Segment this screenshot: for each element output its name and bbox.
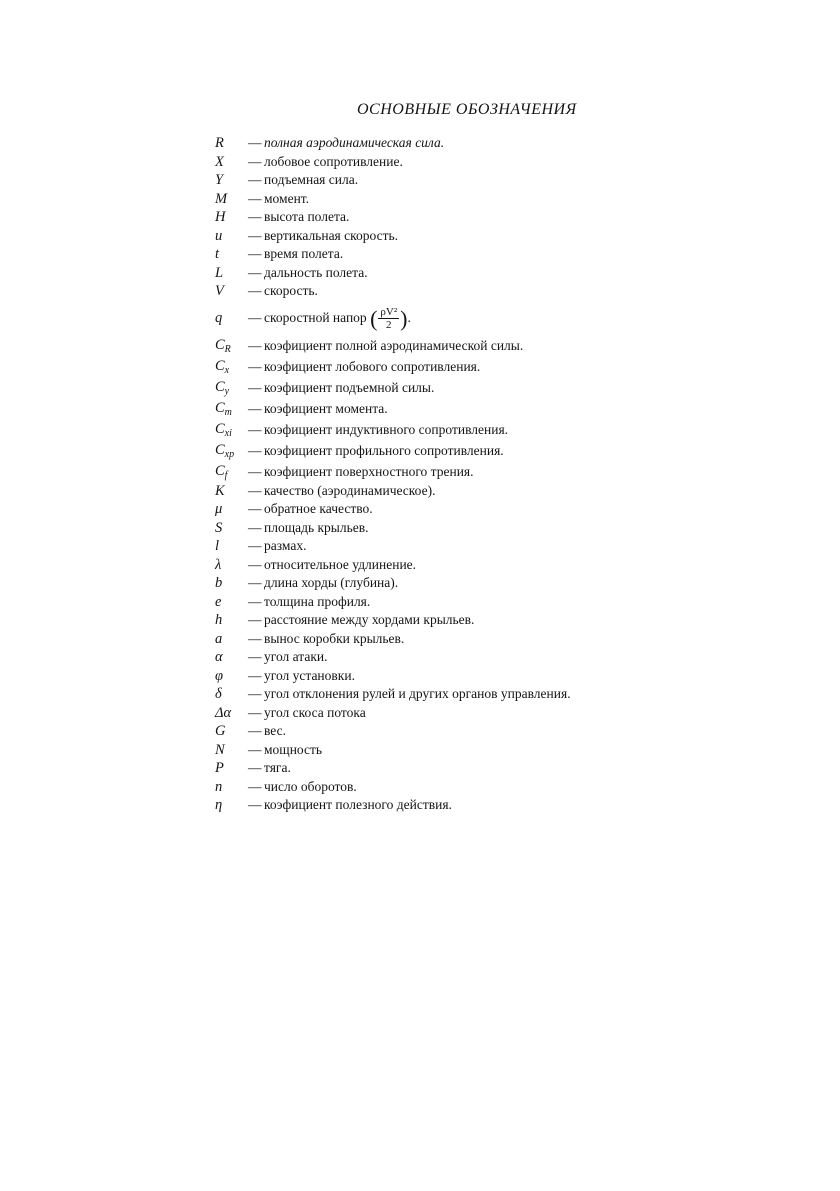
notation-symbol: N [215,741,225,758]
notation-dash: — [248,556,262,572]
notation-dash: — [248,575,262,590]
notation-description: относительное удлинение. [264,556,417,572]
notation-row [212,685,732,704]
notation-dash: — [248,172,262,187]
formula-denominator: 2 [386,318,392,331]
notation-row [212,398,732,419]
notation-description: коэфициент полной аэродинамической силы. [264,337,524,353]
notation-dash: — [248,630,262,646]
notation-dash: — [248,379,262,395]
notation-row [212,648,732,667]
notation-description: угол отклонения рулей и других органов управления. [264,686,571,701]
notation-symbol: Δα [215,704,232,721]
notation-symbol: K [215,482,225,499]
notation-symbol: q [215,309,223,326]
notation-description: коэфициент индуктивного сопротивления. [264,421,509,437]
notation-symbol: e [215,593,222,610]
notation-row [212,134,732,153]
notation-row [212,630,732,649]
notation-description: подъемная сила. [264,172,359,187]
notation-symbol: R [215,135,224,151]
notation-row [212,419,732,440]
formula-paren-close: ) [400,305,408,331]
notation-dash: — [248,421,262,437]
notation-symbol: G [215,723,226,739]
notation-symbol: $C_m$ [215,399,232,418]
notation-dash: — [248,723,262,738]
notation-description: коэфициент полезного действия. [264,797,452,812]
notation-row [212,461,732,482]
notation-symbol: P [215,760,224,776]
notation-row [212,722,732,741]
notation-description: время полета. [264,246,344,261]
notation-description: тяга. [264,760,291,775]
notation-row [212,500,732,519]
notation-dash: — [248,442,262,458]
notation-description: коэфициент лобового сопротивления. [264,358,481,374]
notation-row [212,282,732,301]
notation-symbol: n [215,778,223,795]
notation-row [212,171,732,190]
notation-dash: — [248,358,262,374]
notation-description: угол скоса потока [264,704,366,720]
notation-dash: — [248,797,262,812]
notation-symbol: a [215,630,223,647]
notation-symbol: t [215,246,220,262]
page-title: ОСНОВНЫЕ ОБОЗНАЧЕНИЯ [357,101,577,118]
notation-description: угол установки. [264,667,355,683]
notation-description: высота полета. [264,209,350,224]
notation-description: коэфициент поверхностного трения. [264,463,474,479]
notation-dash: — [248,190,262,206]
notation-dash: — [248,209,262,224]
notation-description: расстояние между хордами крыльев. [264,612,475,627]
notation-symbol: $C_{xp}$ [215,441,235,460]
notation-dash: — [248,538,262,553]
formula-numerator: ρV² [380,305,398,318]
notation-symbol: φ [215,667,224,684]
notation-description: полная аэродинамическая сила. [264,135,445,150]
notation-description: коэфициент подъемной силы. [264,379,435,395]
notation-description: скорость. [264,283,318,298]
notation-symbol: V [215,283,224,299]
notation-row [212,778,732,797]
notation-dash: — [248,482,262,498]
notation-description: момент. [264,190,310,206]
notation-description: вес. [264,723,286,738]
notation-description: вертикальная скорость. [264,227,399,243]
notation-dash: — [248,264,262,280]
notation-row [212,227,732,246]
notation-symbol: $C_x$ [215,357,230,376]
notation-symbol: λ [215,556,222,573]
notation-dash: — [248,246,262,261]
notation-dash: — [248,400,262,416]
notation-symbol: L [215,264,224,281]
notation-row [212,264,732,283]
notation-description: число оборотов. [264,778,357,794]
notation-dash: — [248,153,262,169]
notation-row [212,301,732,335]
notation-row [212,556,732,575]
notation-dash: — [248,741,262,757]
notation-description: угол атаки. [264,649,328,664]
notation-row [212,335,732,356]
notation-description: толщина профиля. [264,593,371,609]
notation-dash: — [248,649,262,664]
notation-dash: — [248,309,262,325]
notation-row [212,667,732,686]
notation-dash: — [248,135,262,150]
notation-symbol: S [215,519,223,536]
notation-dash: — [248,593,262,609]
notation-symbol: η [215,797,223,813]
notation-symbol: X [215,153,224,170]
notation-row [212,611,732,630]
notation-symbol: $C_{xi}$ [215,420,232,439]
notation-row [212,482,732,501]
notation-dash: — [248,704,262,720]
notation-symbol: δ [215,686,222,702]
notation-symbol: μ [215,501,223,517]
notation-row [212,245,732,264]
notation-row [212,741,732,760]
notation-dash: — [248,227,262,243]
notation-dash: — [248,519,262,535]
notation-symbol: M [215,190,228,207]
notation-symbol: H [215,209,226,225]
notation-description: обратное качество. [264,501,373,516]
notation-symbol: l [215,538,220,554]
notation-dash: — [248,612,262,627]
notation-row [212,796,732,815]
notation-row [212,153,732,172]
notation-description: длина хорды (глубина). [264,575,399,590]
notation-row [212,593,732,612]
notation-description: дальность полета. [264,264,368,280]
notation-description: размах. [264,538,307,553]
notation-dash: — [248,760,262,775]
notation-symbol: $C_y$ [215,378,230,397]
notation-row [212,440,732,461]
notation-row [212,519,732,538]
notation-row [212,190,732,209]
notation-row [212,537,732,556]
notation-symbol: Y [215,172,224,188]
notation-row [212,759,732,778]
notation-symbol: h [215,612,223,628]
notation-description: коэфициент профильного сопротивления. [264,442,504,458]
notation-dash: — [248,778,262,794]
notation-symbol: α [215,649,223,665]
notation-dash: — [248,337,262,353]
notation-symbol: u [215,227,223,244]
notation-symbol: $C_f$ [215,462,228,481]
formula-paren-open: ( [370,305,378,331]
notation-description: коэфициент момента. [264,400,388,416]
notation-description: площадь крыльев. [264,519,369,535]
notation-dash: — [248,463,262,479]
notation-dash: — [248,283,262,298]
notation-row [212,356,732,377]
notation-description: мощность [264,741,323,757]
notation-symbol: b [215,575,223,591]
formula-fraction [378,306,399,331]
notation-description: качество (аэродинамическое). [264,482,436,498]
notation-text: скоростной напор [264,309,367,325]
notation-row [212,704,732,723]
notation-dash: — [248,667,262,683]
notation-row [212,377,732,398]
notation-description [264,301,411,336]
notation-description: вынос коробки крыльев. [264,630,405,646]
notation-list [212,134,732,815]
notation-description: лобовое сопротивление. [264,153,403,169]
notation-dash: — [248,686,262,701]
notation-dash: — [248,501,262,516]
formula-period: . [407,309,411,325]
notation-row [212,208,732,227]
notation-row [212,574,732,593]
notation-symbol: $C_R$ [215,336,231,355]
